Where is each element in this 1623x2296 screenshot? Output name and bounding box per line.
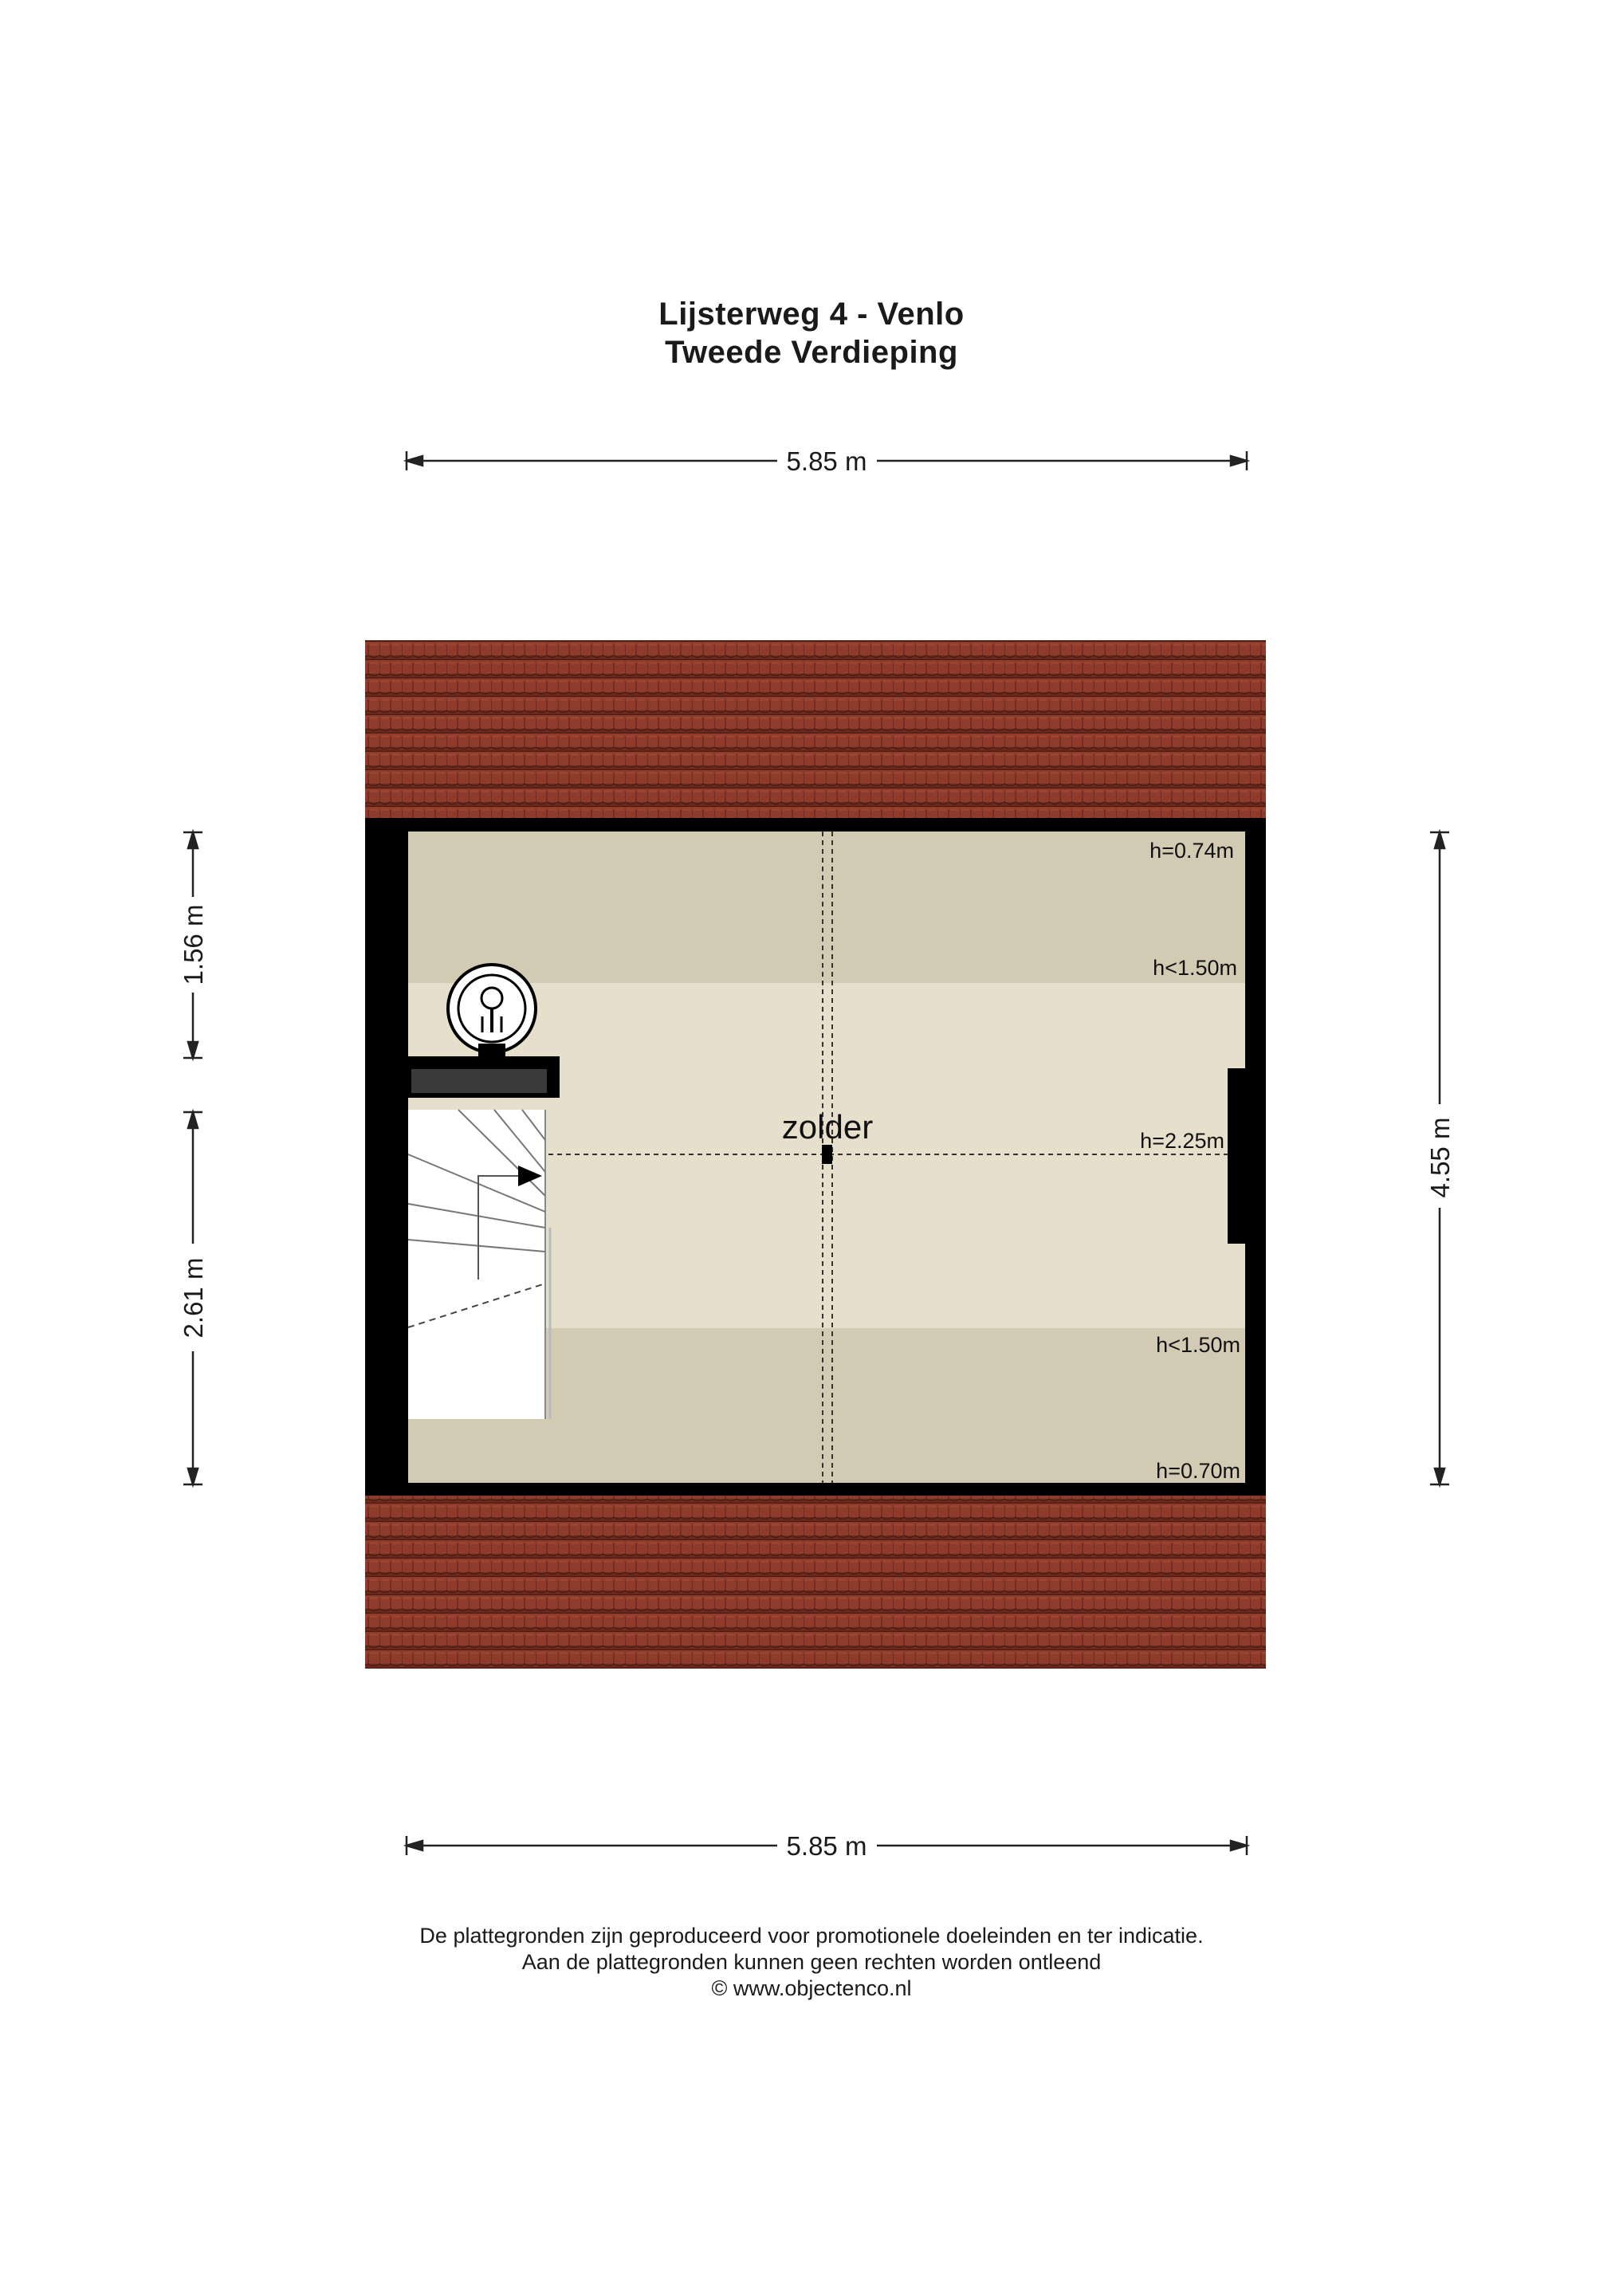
height-label-5: h=0.70m bbox=[1156, 1459, 1240, 1483]
disclaimer bbox=[0, 1923, 1623, 2002]
height-label-3: h=2.25m bbox=[1140, 1129, 1224, 1153]
disclaimer-line-2: Aan de plattegronden kunnen geen rechten worden ontleend bbox=[521, 1950, 1102, 1974]
floor-name: Tweede Verdieping bbox=[665, 335, 958, 370]
height-label-1: h=0.74m bbox=[1149, 839, 1234, 863]
dim-bottom-label: 5.85 m bbox=[786, 1831, 867, 1861]
roof-bottom bbox=[365, 1496, 1266, 1669]
room-label: zolder bbox=[781, 1108, 874, 1146]
shelf-inner bbox=[411, 1069, 547, 1093]
height-label-2: h<1.50m bbox=[1153, 956, 1237, 980]
plan-title: Lijsterweg 4 - Venlo bbox=[658, 297, 965, 332]
disclaimer-line-1: De plattegronden zijn geproduceerd voor promotionele doeleinden en ter indicatie. bbox=[419, 1924, 1204, 1948]
floor-zone-top-low bbox=[408, 832, 1245, 983]
dim-left-upper-label: 1.56 m bbox=[179, 904, 208, 985]
center-post bbox=[822, 1145, 832, 1164]
height-label-4: h<1.50m bbox=[1156, 1333, 1240, 1357]
dim-top-label: 5.85 m bbox=[786, 446, 867, 476]
dim-right-label: 4.55 m bbox=[1425, 1117, 1455, 1198]
window-right bbox=[1228, 1068, 1252, 1244]
dim-left-lower-label: 2.61 m bbox=[179, 1257, 208, 1339]
copyright: © www.objectenco.nl bbox=[711, 1976, 912, 2000]
staircase bbox=[408, 1110, 550, 1419]
roof-top bbox=[365, 640, 1266, 818]
